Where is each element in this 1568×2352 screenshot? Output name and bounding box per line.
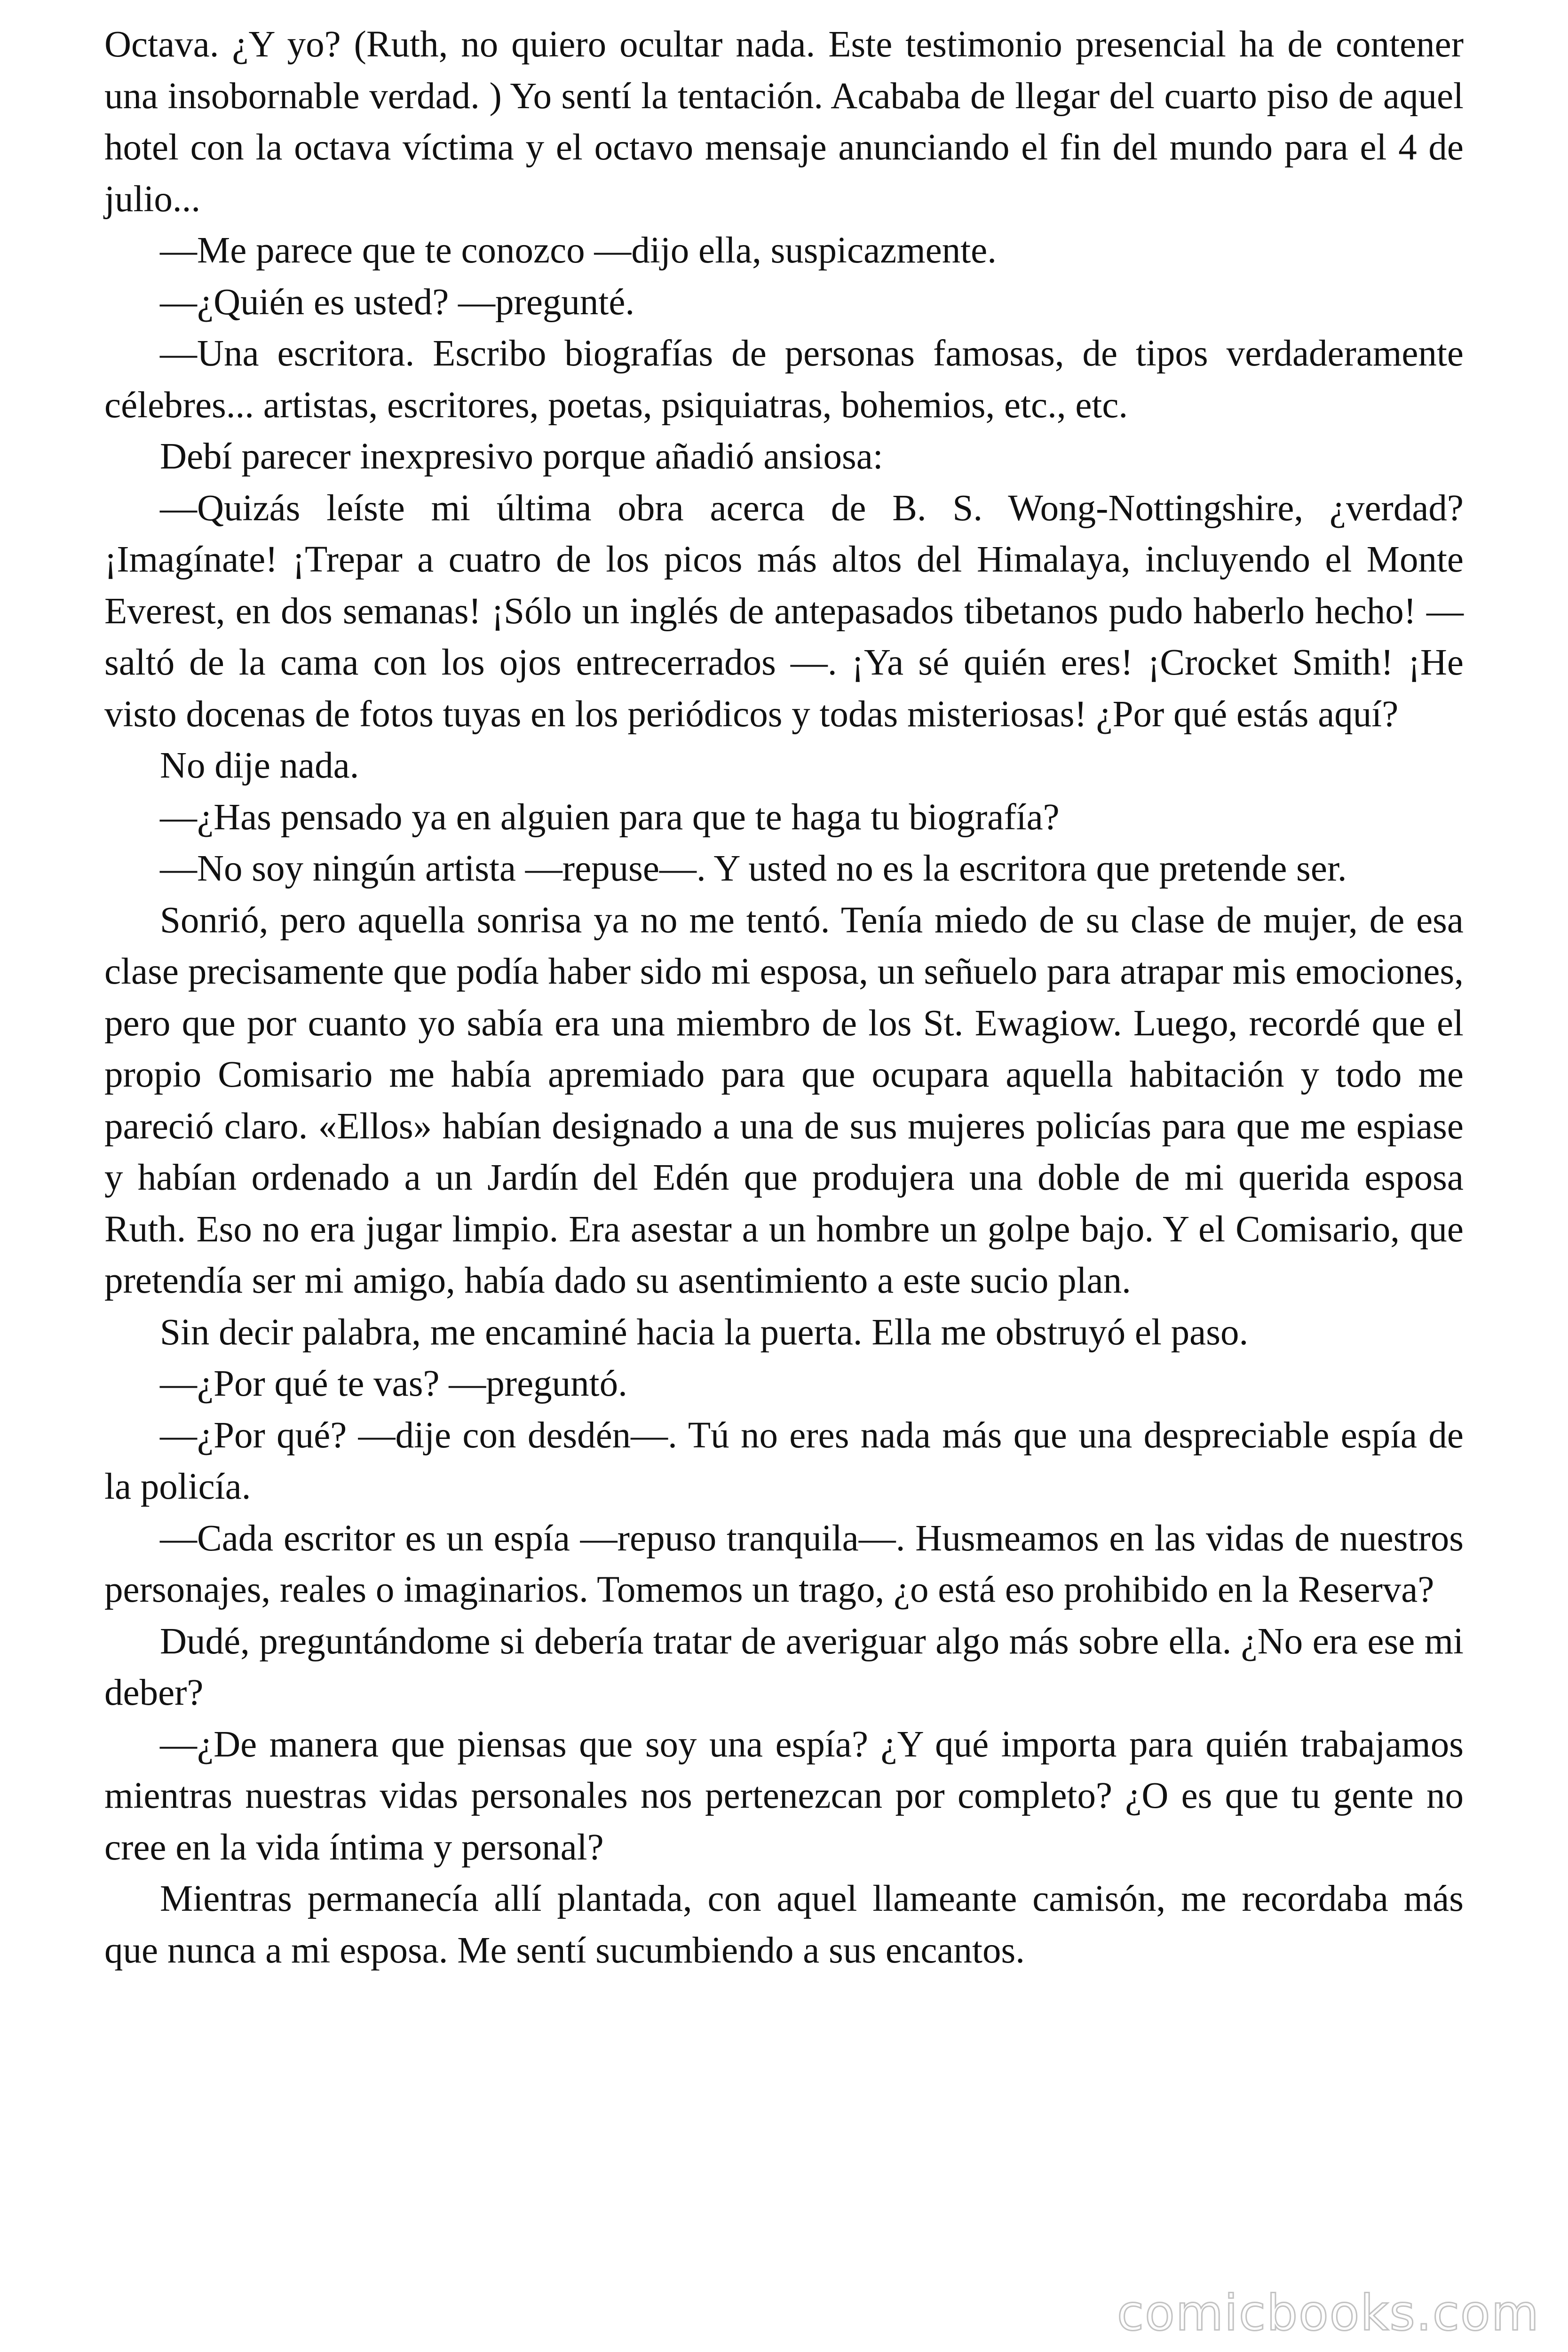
page-body xyxy=(104,19,1464,1976)
paragraph: Dudé, preguntándome si debería tratar de averiguar algo más sobre ella. ¿No era ese mi deber? xyxy=(104,1621,1464,1713)
paragraph: Debí parecer inexpresivo porque añadió ansiosa: xyxy=(160,436,883,477)
paragraph: Sonrió, pero aquella sonrisa ya no me tentó. Tenía miedo de su clase de mujer, de esa clase precisamente que podía haber sido mi esposa, un señuelo para atrapar mis emociones, pero que por cuanto yo sabía era una miembro de los St. Ewagiow. Luego, recordé que el propio Comisario me había apremiado para que ocupara aquella habitación y todo me pareció claro. «Ellos» habían designado a una de sus mujeres policías para que me espiase y habían ordenado a un Jardín del Edén que produjera una doble de mi querida esposa Ruth. Eso no era jugar limpio. Era asestar a un hombre un golpe bajo. Y el Comisario, que pretendía ser mi amigo, había dado su asentimiento a este sucio plan. xyxy=(104,899,1464,1301)
paragraph: —¿Has pensado ya en alguien para que te haga tu biografía? xyxy=(160,796,1060,838)
watermark-logo: comicbooks.com xyxy=(1117,2284,1540,2342)
paragraph: —Cada escritor es un espía —repuso tranquila—. Husmeamos en las vidas de nuestros personajes, reales o imaginarios. Tomemos un trago, ¿o está eso prohibido en la Reserva? xyxy=(104,1518,1464,1610)
paragraph: —¿Por qué te vas? —preguntó. xyxy=(160,1363,627,1404)
paragraph: —¿De manera que piensas que soy una espía? ¿Y qué importa para quién trabajamos mientras nuestras vidas personales nos pertenezcan por completo? ¿O es que tu gente no cree en la vida íntima y personal? xyxy=(104,1724,1464,1868)
paragraph: —¿Quién es usted? —pregunté. xyxy=(160,281,635,323)
paragraph: No dije nada. xyxy=(160,745,359,786)
paragraph: —No soy ningún artista —repuse—. Y usted no es la escritora que pretende ser. xyxy=(160,848,1347,889)
paragraph: —Una escritora. Escribo biografías de personas famosas, de tipos verdaderamente célebres... artistas, escritores, poetas, psiquiatras, bohemios, etc., etc. xyxy=(104,333,1464,426)
paragraph: —Me parece que te conozco —dijo ella, suspicazmente. xyxy=(160,230,997,271)
paragraph: Sin decir palabra, me encaminé hacia la puerta. Ella me obstruyó el paso. xyxy=(160,1311,1249,1353)
paragraph: Octava. ¿Y yo? (Ruth, no quiero ocultar nada. Este testimonio presencial ha de contener una insobornable verdad. ) Yo sentí la tentación. Acababa de llegar del cuarto piso de aquel hotel con la octava víctima y el octavo mensaje anunciando el fin del mundo para el 4 de julio... xyxy=(104,24,1464,220)
paragraph: Mientras permanecía allí plantada, con aquel llameante camisón, me recordaba más que nunca a mi esposa. Me sentí sucumbiendo a sus encantos. xyxy=(104,1878,1464,1971)
paragraph: —Quizás leíste mi última obra acerca de B. S. Wong-Nottingshire, ¿verdad? ¡Imagínate! ¡Trepar a cuatro de los picos más altos del Himalaya, incluyendo el Monte Everest, en dos semanas! ¡Sólo un inglés de antepasados tibetanos pudo haberlo hecho! —saltó de la cama con los ojos entrecerrados —. ¡Ya sé quién eres! ¡Crocket Smith! ¡He visto docenas de fotos tuyas en los periódicos y todas misteriosas! ¿Por qué estás aquí? xyxy=(104,487,1464,735)
paragraph: —¿Por qué? —dije con desdén—. Tú no eres nada más que una despreciable espía de la policía. xyxy=(104,1414,1464,1507)
